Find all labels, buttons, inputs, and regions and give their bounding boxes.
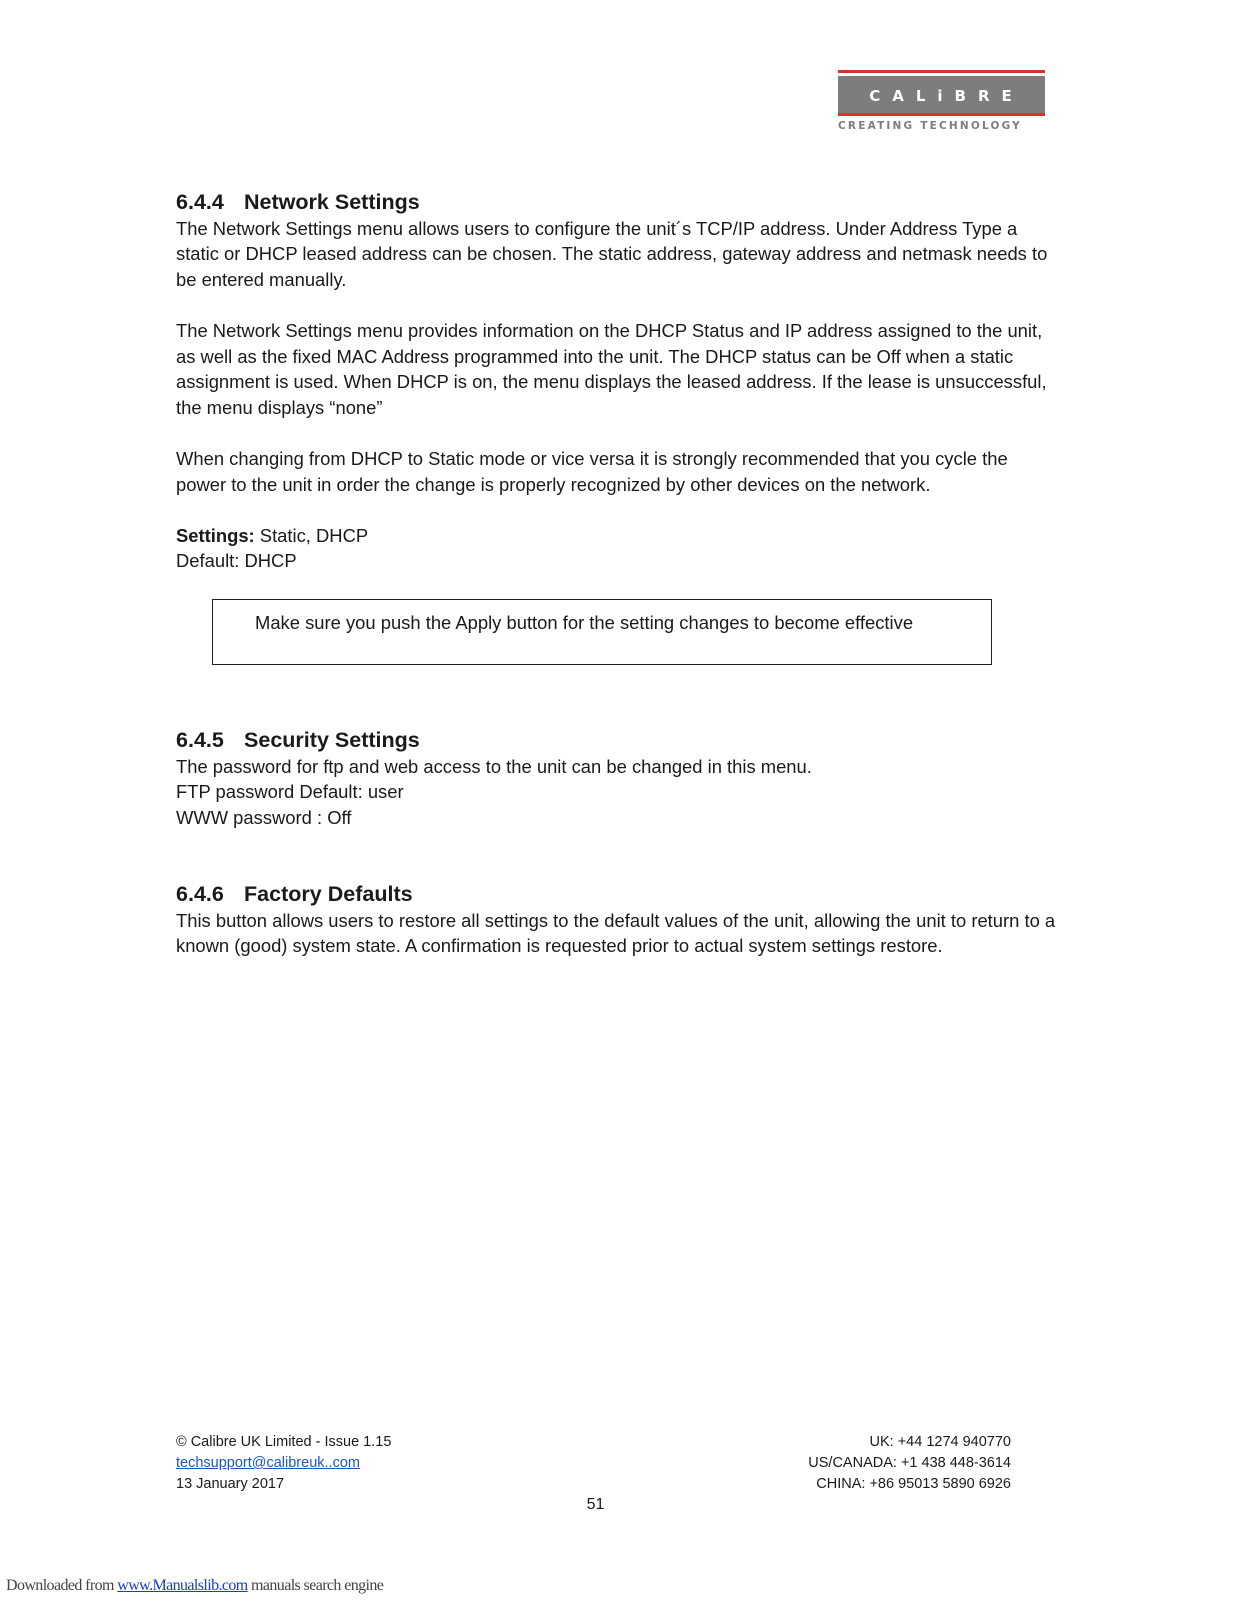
logo-brand-text: CALiBRE [869, 87, 1024, 105]
manualslib-link[interactable]: www.Manualslib.com [117, 1577, 248, 1594]
footer-email-link[interactable]: techsupport@calibreuk..com [176, 1455, 360, 1471]
calibre-logo [838, 70, 1045, 132]
network-paragraph-2: The Network Settings menu provides information on the DHCP Status and IP address assigned to the unit, as well as the fixed MAC Address programmed into the unit. The DHCP status can be Off when a static assignment is used. When DHCP is on, the menu displays the leased address. If the lease is unsuccessful, the menu displays “none” [176, 319, 1047, 418]
section-number: 6.4.5 [176, 728, 224, 752]
section-number: 6.4.4 [176, 190, 224, 214]
footer-us-phone: US/CANADA: +1 438 448-3614 [808, 1455, 1011, 1471]
network-settings-section [176, 190, 1056, 574]
apply-notice-text: Make sure you push the Apply button for the setting changes to become effective [255, 612, 914, 633]
factory-defaults-section [176, 882, 1056, 959]
section-title: Security Settings [244, 728, 420, 752]
security-line-1: The password for ftp and web access to the unit can be changed in this menu. [176, 755, 812, 777]
network-paragraph-1: The Network Settings menu allows users to configure the unit´s TCP/IP address. Under Address Type a static or DHCP leased address can be chosen. The static address, gateway address and netmask needs to be entered manually. [176, 217, 1048, 290]
download-watermark [6, 1577, 383, 1595]
logo-box [838, 76, 1045, 116]
security-settings-section [176, 728, 1056, 830]
factory-defaults-heading [176, 882, 1056, 908]
settings-value: Static, DHCP [254, 524, 369, 546]
footer-copyright: © Calibre UK Limited - Issue 1.15 [176, 1434, 392, 1450]
page-number-text: 51 [586, 1496, 605, 1513]
watermark-suffix: manuals search engine [247, 1577, 384, 1594]
settings-label: Settings: [176, 524, 255, 546]
section-number: 6.4.6 [176, 882, 224, 906]
security-line-3: WWW password : Off [176, 806, 352, 828]
footer-uk-phone: UK: +44 1274 940770 [869, 1434, 1011, 1450]
factory-paragraph: This button allows users to restore all settings to the default values of the unit, allowing the unit to return to a known (good) system state. A confirmation is requested prior to actual system settings restore. [176, 909, 1056, 957]
footer-right [808, 1432, 1011, 1495]
network-paragraph-3: When changing from DHCP to Static mode or vice versa it is strongly recommended that you cycle the power to the unit in order the change is properly recognized by other devices on the network. [176, 447, 1008, 495]
footer-china-phone: CHINA: +86 95013 5890 6926 [816, 1476, 1011, 1492]
footer-date: 13 January 2017 [176, 1476, 285, 1492]
settings-line [176, 523, 1056, 549]
footer-left [176, 1432, 391, 1495]
watermark-prefix: Downloaded from [6, 1577, 118, 1594]
page-number [0, 1496, 1237, 1514]
network-settings-heading [176, 190, 1056, 216]
logo-bottom-stripe [838, 113, 1045, 116]
section-title: Factory Defaults [244, 882, 413, 906]
section-title: Network Settings [244, 190, 420, 214]
security-settings-heading [176, 728, 1056, 754]
logo-top-stripe [838, 70, 1045, 73]
logo-tagline: CREATING TECHNOLOGY [838, 120, 1022, 132]
default-line: Default: DHCP [176, 550, 297, 572]
apply-notice-box [212, 599, 992, 665]
security-line-2: FTP password Default: user [176, 781, 404, 803]
